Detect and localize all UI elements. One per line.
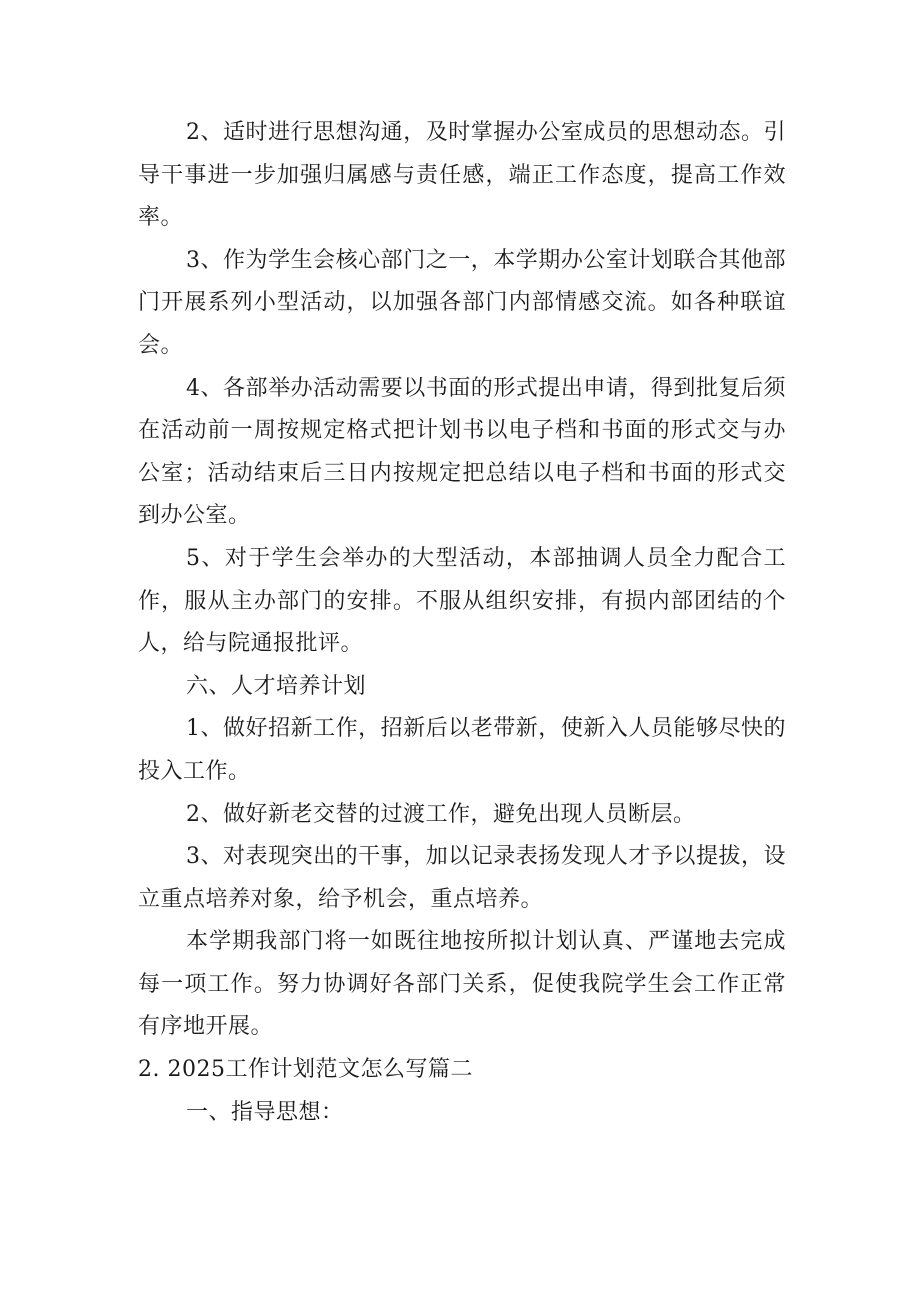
- talent-item-1: 1、做好招新工作，招新后以老带新，使新入人员能够尽快的投入工作。: [138, 716, 786, 784]
- paragraph-item-3: 3、作为学生会核心部门之一，本学期办公室计划联合其他部门开展系列小型活动，以加强各部门内部情感交流。如各种联谊会。: [138, 247, 786, 358]
- paragraph-item-2: 2、适时进行思想沟通，及时掌握办公室成员的思想动态。引导干事进一步加强归属感与责任感，端正工作态度，提高工作效率。: [138, 120, 786, 231]
- paragraph-item-5: 5、对于学生会举办的大型活动，本部抽调人员全力配合工作，服从主办部门的安排。不服从组织安排，有损内部团结的个人，给与院通报批评。: [138, 545, 786, 657]
- document-body: [138, 112, 786, 1134]
- section-heading: 2. 2025工作计划范文怎么写篇二: [138, 1057, 473, 1083]
- paragraph-item-4: 4、各部举办活动需要以书面的形式提出申请，得到批复后须在活动前一周按规定格式把计划书以电子档和书面的形式交与办公室；活动结束后三日内按规定把总结以电子档和书面的形式交到办公室。: [138, 375, 786, 529]
- section-title-talent: 六、人才培养计划: [186, 673, 367, 699]
- talent-item-2: 2、做好新老交替的过渡工作，避免出现人员断层。: [186, 801, 696, 827]
- subheading-guiding-thought: 一、指导思想：: [186, 1099, 344, 1125]
- closing-paragraph: 本学期我部门将一如既往地按所拟计划认真、严谨地去完成每一项工作。努力协调好各部门关系，促使我院学生会工作正常有序地开展。: [138, 929, 786, 1040]
- talent-item-3: 3、对表现突出的干事，加以记录表扬发现人才予以提拔，设立重点培养对象，给予机会，重点培养。: [138, 844, 786, 912]
